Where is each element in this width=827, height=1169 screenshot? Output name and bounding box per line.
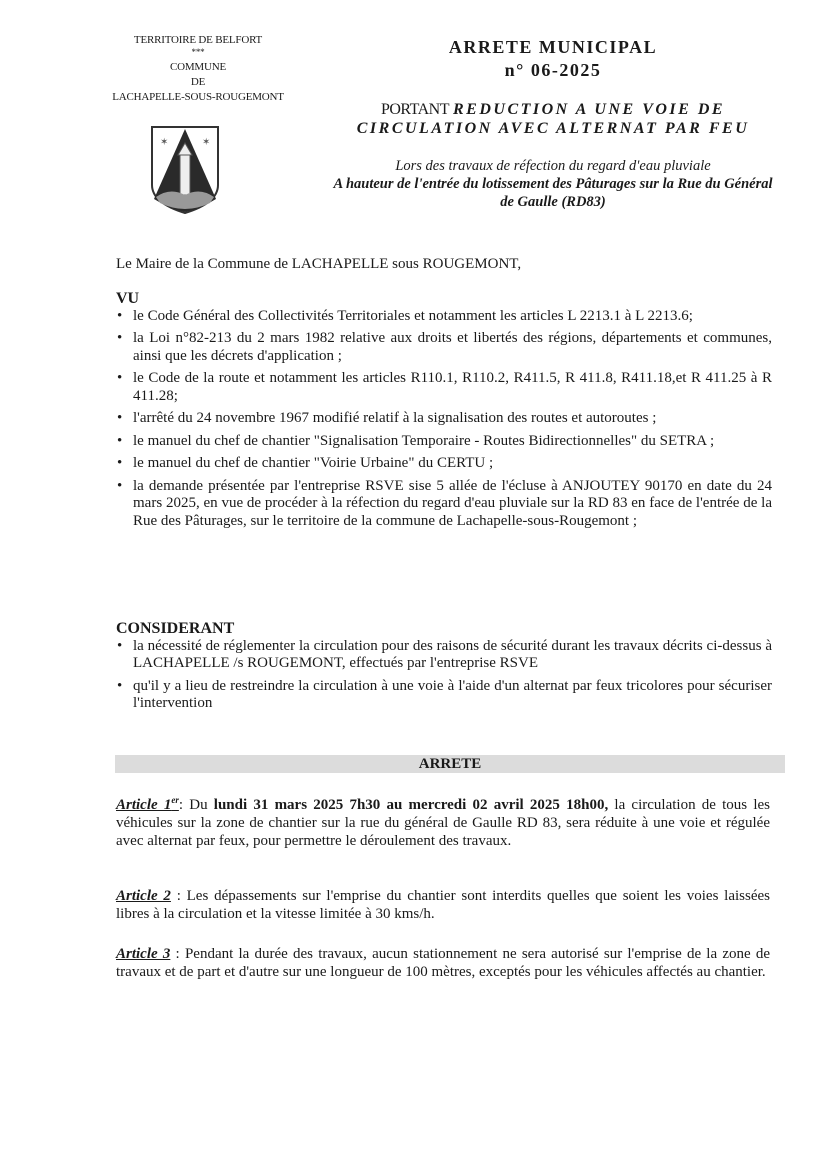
prefix: Du xyxy=(183,797,214,813)
arrete-number: n° 06-2025 xyxy=(504,60,602,80)
subject-line-1: REDUCTION A UNE VOIE DE xyxy=(452,101,726,118)
sep: : xyxy=(170,888,181,904)
svg-text:✶: ✶ xyxy=(160,137,169,148)
de-label: DE xyxy=(190,76,206,88)
vu-item: • l'arrêté du 24 novembre 1967 modifié relatif à la signalisation des routes et autoroutes ; xyxy=(116,410,772,428)
vu-heading: VU xyxy=(116,290,140,307)
article-label: Article 3 xyxy=(116,946,171,962)
arrete-heading: ARRETE xyxy=(115,755,785,773)
commune-label: COMMUNE xyxy=(169,61,227,73)
vu-item: • le Code de la route et notamment les articles R110.1, R110.2, R411.5, R 411.8, R411.18,et R 411.25 à R 411.28; xyxy=(116,370,772,405)
context xyxy=(330,157,776,211)
context-line-1: Lors des travaux de réfection du regard d'eau pluviale xyxy=(395,158,711,174)
article-label: Article 1er xyxy=(116,795,179,813)
coat-of-arms-icon xyxy=(150,125,220,215)
context-line-2: A hauteur de l'entrée du lotissement des Pâturages sur la Rue du Général de Gaulle (RD83) xyxy=(333,176,773,210)
document-title xyxy=(330,36,776,82)
intro: Le Maire de la Commune de LACHAPELLE sous ROUGEMONT, xyxy=(116,256,522,272)
subject xyxy=(330,100,776,138)
sep: : xyxy=(170,946,180,962)
vu-item: • la Loi n°82-213 du 2 mars 1982 relative aux droits et libertés des régions, départements et communes, ainsi que les décrets d'application ; xyxy=(116,330,772,365)
article-1 xyxy=(116,791,770,850)
article-label: Article 2 xyxy=(116,888,171,904)
title-text: ARRETE MUNICIPAL xyxy=(448,37,658,57)
stars: *** xyxy=(191,47,205,57)
territoire: TERRITOIRE DE BELFORT xyxy=(133,34,263,46)
svg-text:✶: ✶ xyxy=(202,137,211,148)
portant-label: PORTANT xyxy=(380,101,449,118)
article-3 xyxy=(116,945,770,981)
article-text: la circulation de tous les véhicules sur la zone de chantier sur la rue du général de Gaulle RD 83, sera réduite à une voie et régulée avec alternat par feux, pour permettre le déroulement des travaux. xyxy=(116,797,771,849)
considerant-item: • la nécessité de réglementer la circulation pour des raisons de sécurité durant les travaux décrits ci-dessus à LACHAPELLE /s ROUGEMONT, effectués par l'entreprise RSVE xyxy=(116,638,772,673)
vu-item: • le manuel du chef de chantier "Signalisation Temporaire - Routes Bidirectionnelles" du SETRA ; xyxy=(116,433,772,451)
article-dates: lundi 31 mars 2025 7h30 au mercredi 02 avril 2025 18h00, xyxy=(213,797,609,813)
issuer-block xyxy=(98,33,298,105)
commune-name: LACHAPELLE-SOUS-ROUGEMONT xyxy=(112,91,284,103)
considerant-section xyxy=(116,620,772,718)
subject-line-2: CIRCULATION AVEC ALTERNAT PAR FEU xyxy=(356,120,750,137)
article-text: Les dépassements sur l'emprise du chantier sont interdits quelles que soient les voies laissées libres à la circulation et la vitesse limitée à 30 kms/h. xyxy=(116,888,770,922)
considerant-heading: CONSIDERANT xyxy=(116,620,235,637)
vu-section xyxy=(116,290,772,535)
vu-item: • le manuel du chef de chantier "Voirie Urbaine" du CERTU ; xyxy=(116,455,772,473)
article-text: Pendant la durée des travaux, aucun stationnement ne sera autorisé sur l'emprise de la zone de travaux et de part et d'autre sur une longueur de 100 mètres, exceptés pour les véhicules affectés au chantier. xyxy=(116,946,770,980)
article-2 xyxy=(116,887,770,923)
sep: : xyxy=(178,797,184,813)
vu-item: • la demande présentée par l'entreprise RSVE sise 5 allée de l'écluse à ANJOUTEY 90170 en date du 24 mars 2025, en vue de procéder à la réfection du regard d'eau pluviale sur la RD 83 en face de l'entrée de la Rue des Pâturages, sur le territoire de la commune de Lachapelle-sous-Rougemont ; xyxy=(116,478,772,531)
vu-item: • le Code Général des Collectivités Territoriales et notamment les articles L 2213.1 à L 2213.6; xyxy=(116,308,772,326)
considerant-item: • qu'il y a lieu de restreindre la circulation à une voie à l'aide d'un alternat par feux tricolores pour sécuriser l'intervention xyxy=(116,678,772,713)
